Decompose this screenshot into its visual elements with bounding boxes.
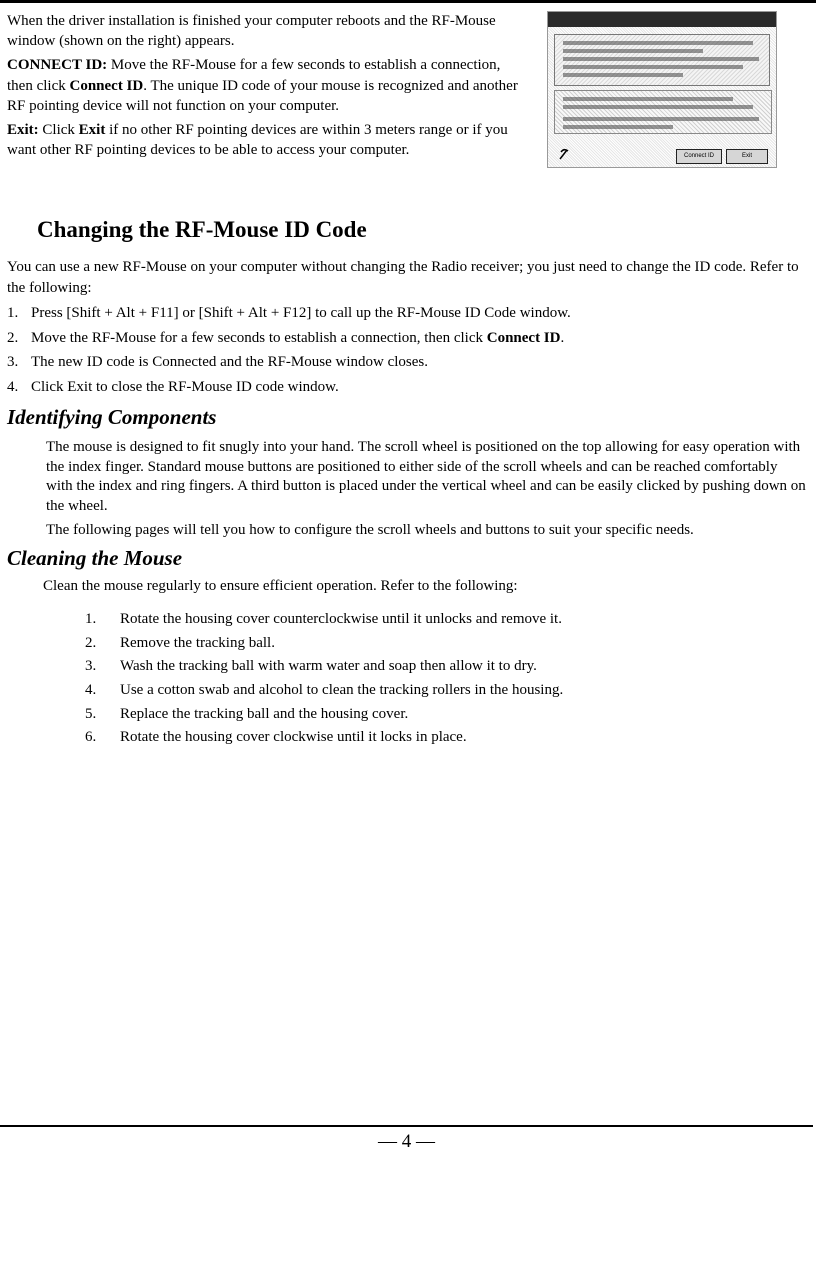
footer-rule <box>0 1125 813 1127</box>
cleaning-steps <box>85 608 563 750</box>
mouse-icon <box>558 147 570 161</box>
identifying-components-heading: Identifying Components <box>7 405 217 429</box>
list-item: 1. Rotate the housing cover counterclockwise until it unlocks and remove it. <box>85 611 562 627</box>
cleaning-intro: Clean the mouse regularly to ensure efficient operation. Refer to the following: <box>43 578 518 594</box>
list-item: 3. Wash the tracking ball with warm water and soap then allow it to dry. <box>85 658 537 675</box>
dialog-note-box <box>554 90 772 134</box>
list-item: 6. Rotate the housing cover clockwise until it locks in place. <box>85 729 467 746</box>
list-item: 2. Move the RF-Mouse for a few seconds to establish a connection, then click Connect ID. <box>7 329 565 346</box>
list-item: 5. Replace the tracking ball and the housing cover. <box>85 705 409 722</box>
page-number: — 4 — <box>378 1131 435 1152</box>
list-item: 4. Click Exit to close the RF-Mouse ID code window. <box>7 378 339 395</box>
changing-id-heading: Changing the RF-Mouse ID Code <box>37 217 367 242</box>
top-rule <box>0 0 816 3</box>
identifying-components-section <box>46 438 806 545</box>
connect-id-paragraph: CONNECT ID: Move the RF-Mouse for a few seconds to establish a connection, then click Connect ID. The unique ID code of your mouse is recognized and another RF pointing device will not function on your computer. <box>7 57 518 114</box>
exit-button[interactable]: Exit <box>726 149 768 164</box>
connect-id-button[interactable]: Connect ID <box>676 149 722 164</box>
list-item: 2. Remove the tracking ball. <box>85 634 275 651</box>
changing-id-intro: You can use a new RF-Mouse on your computer without changing the Radio receiver; you just need to change the ID code. Refer to the following: <box>7 259 799 296</box>
intro-paragraph: When the driver installation is finished your computer reboots and the RF-Mouse window (shown on the right) appears. <box>7 13 496 50</box>
list-item: 3. The new ID code is Connected and the RF-Mouse window closes. <box>7 354 429 370</box>
identifying-paragraph: The mouse is designed to fit snugly into your hand. The scroll wheel is positioned on the top allowing for easy operation with the index finger. Standard mouse buttons are positioned to either side of the scroll wheels and can be reached comfortably with the index and ring fingers. A third button is placed under the vertical wheel and can be easily clicked by pushing down on the wheel. <box>46 439 806 515</box>
exit-paragraph: Exit: Click Exit if no other RF pointing devices are within 3 meters range or if you want other RF pointing devices to be able to access your computer. <box>7 122 508 159</box>
dialog-title-bar <box>548 12 776 27</box>
rf-mouse-id-dialog-screenshot <box>547 11 777 168</box>
cleaning-mouse-heading: Cleaning the Mouse <box>7 546 183 570</box>
list-item: 1. Press [Shift + Alt + F11] or [Shift + Alt + F12] to call up the RF-Mouse ID Code window. <box>7 305 571 321</box>
identifying-paragraph: The following pages will tell you how to configure the scroll wheels and buttons to suit your specific needs. <box>46 521 694 538</box>
list-item: 4. Use a cotton swab and alcohol to clean the tracking rollers in the housing. <box>85 682 564 699</box>
changing-id-steps <box>7 301 815 399</box>
dialog-instructions-box <box>554 34 770 86</box>
intro-text <box>7 11 527 164</box>
changing-id-section <box>7 257 815 399</box>
